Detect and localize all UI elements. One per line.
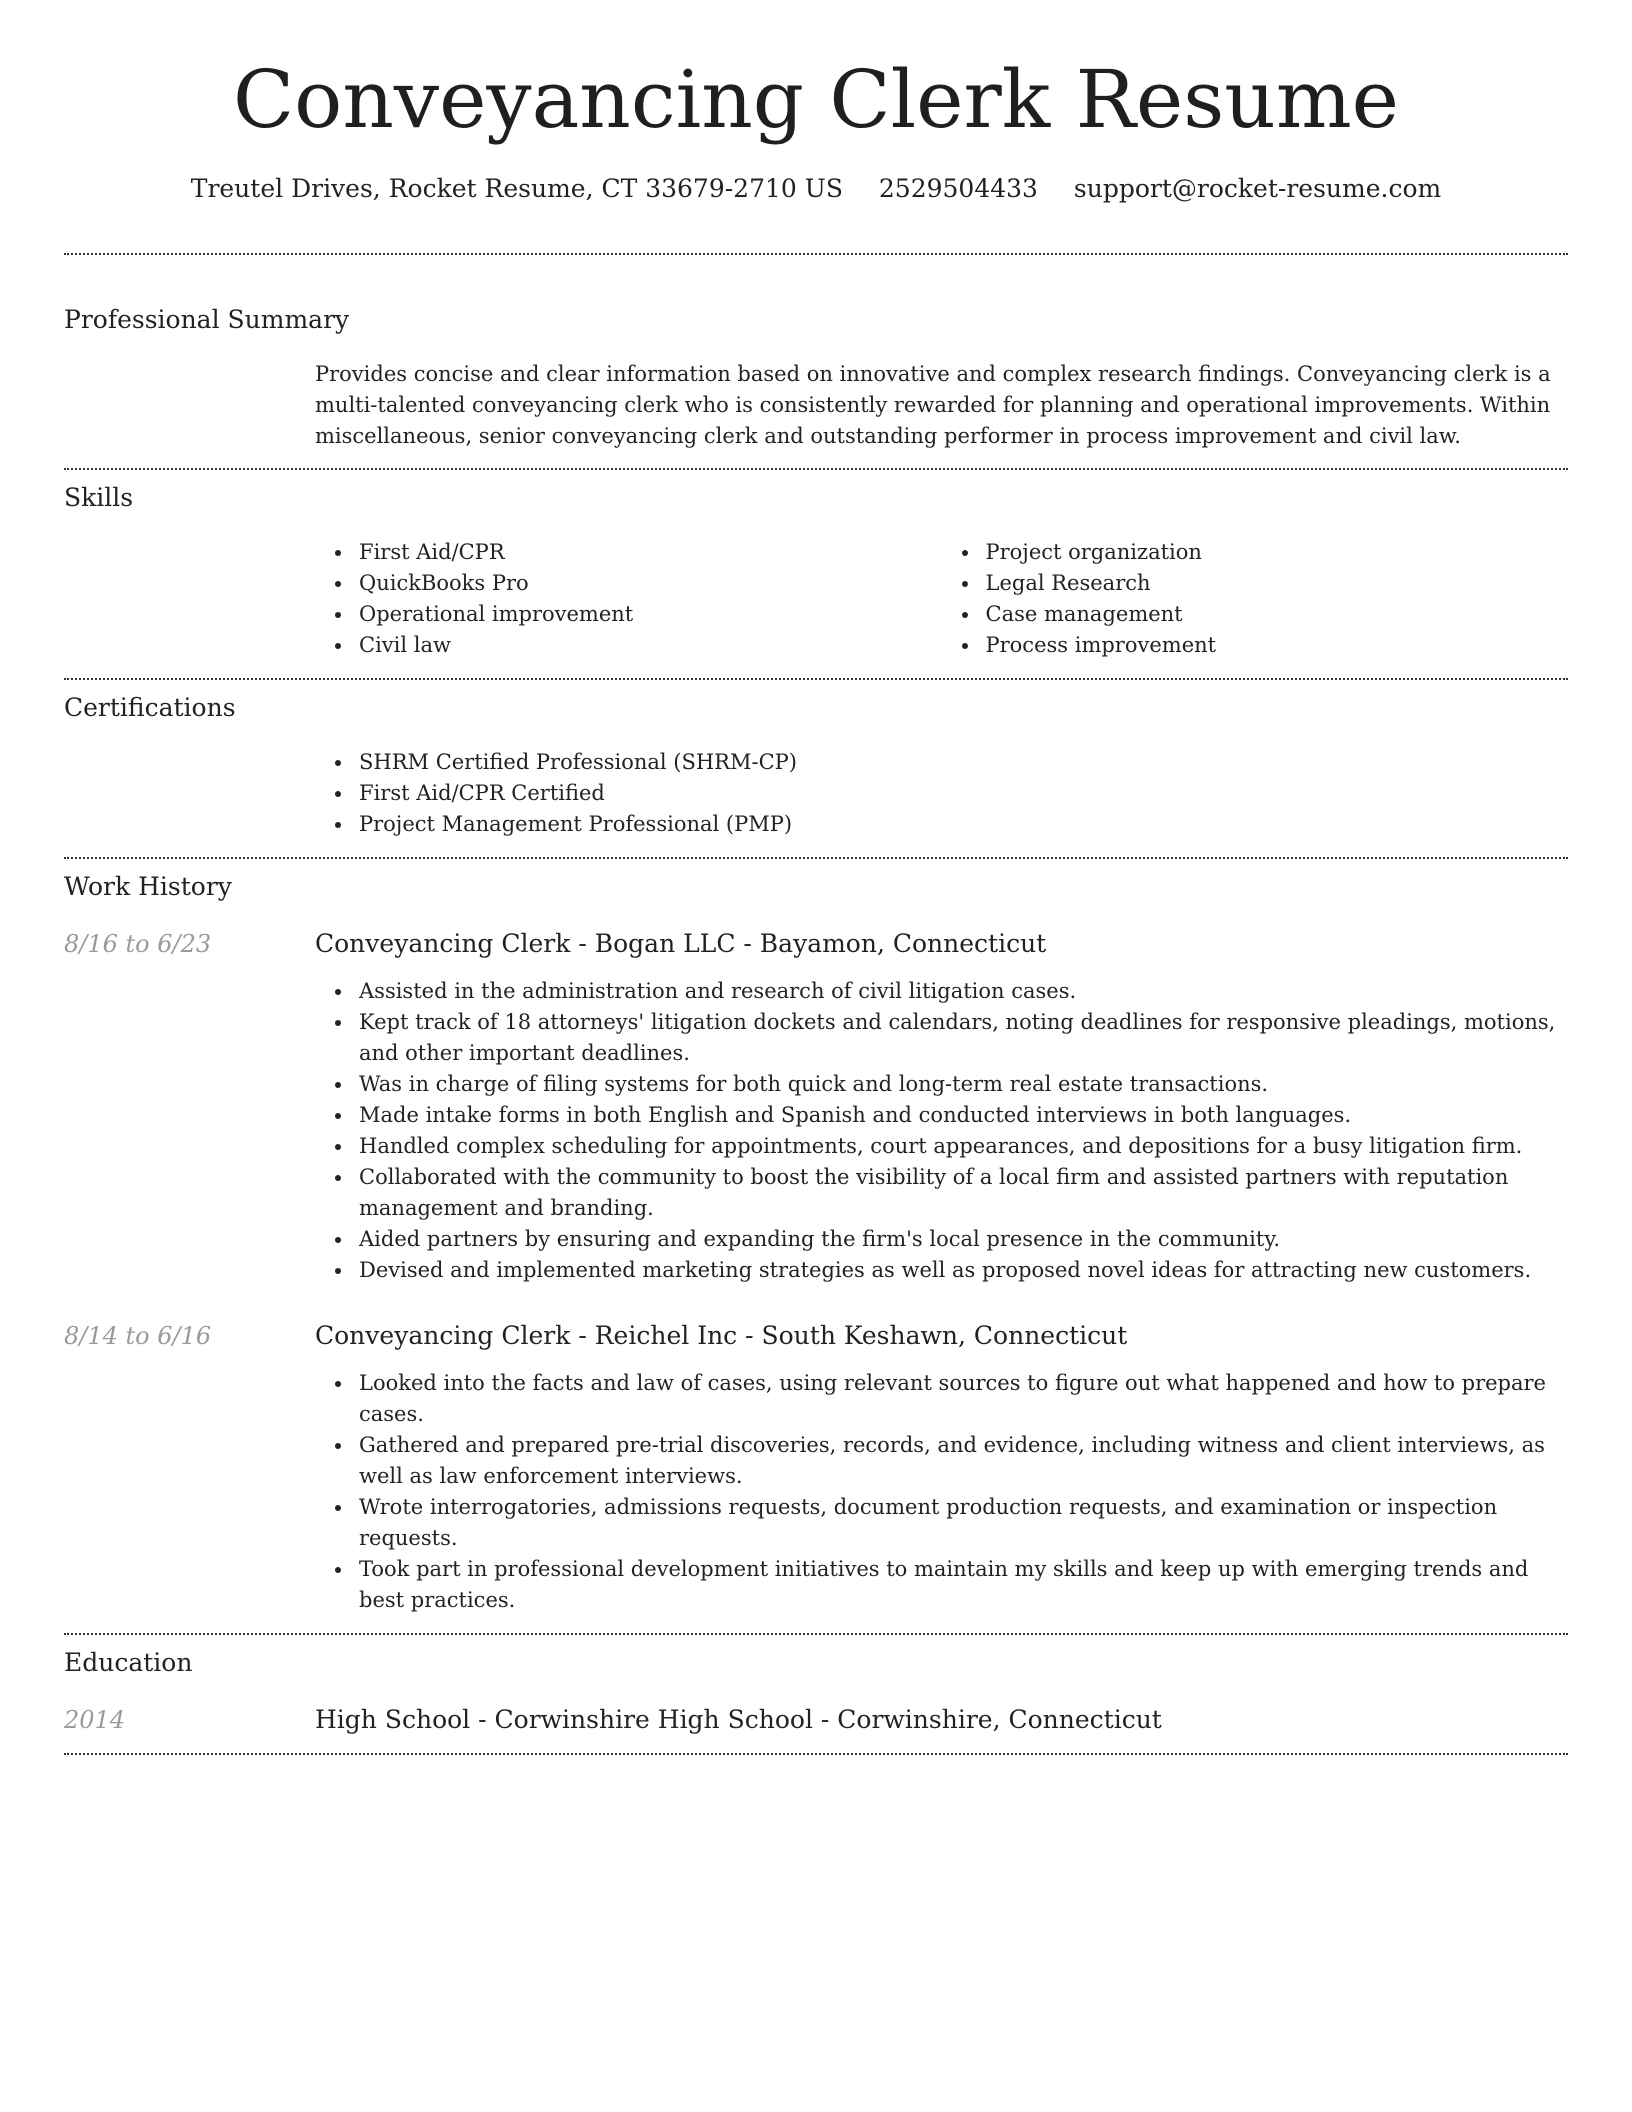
skill-item: Operational improvement bbox=[359, 599, 942, 630]
certifications-section bbox=[64, 680, 1568, 840]
resume-title: Conveyancing Clerk Resume bbox=[232, 53, 1400, 146]
certification-item: Project Management Professional (PMP) bbox=[359, 809, 1568, 840]
work-history-heading: Work History bbox=[64, 872, 232, 901]
job-bullet: Made intake forms in both English and Spanish and conducted interviews in both languages. bbox=[359, 1100, 1568, 1131]
section-divider bbox=[64, 1753, 1568, 1755]
skills-section bbox=[64, 470, 1568, 661]
certification-item: SHRM Certified Professional (SHRM-CP) bbox=[359, 747, 1568, 778]
education-heading: Education bbox=[64, 1648, 193, 1677]
contact-address: Treutel Drives, Rocket Resume, CT 33679-2710 US bbox=[190, 174, 843, 203]
contact-phone: 2529504433 bbox=[878, 174, 1038, 203]
resume-page bbox=[64, 0, 1568, 1755]
skills-list bbox=[315, 537, 1568, 661]
skills-column-left bbox=[315, 537, 942, 661]
job-title: Conveyancing Clerk - Reichel Inc - South Keshawn, Connecticut bbox=[315, 1321, 1128, 1350]
job-bullets bbox=[315, 976, 1568, 1286]
job-bullet: Took part in professional development initiatives to maintain my skills and keep up with emerging trends and best practices. bbox=[359, 1554, 1568, 1616]
skill-item: Civil law bbox=[359, 630, 942, 661]
summary-heading: Professional Summary bbox=[64, 305, 350, 334]
job-title: Conveyancing Clerk - Bogan LLC - Bayamon, Connecticut bbox=[315, 929, 1047, 958]
job-bullet: Looked into the facts and law of cases, using relevant sources to figure out what happened and how to prepare cases. bbox=[359, 1368, 1568, 1430]
job-bullet: Wrote interrogatories, admissions requests, document production requests, and examination or inspection requests. bbox=[359, 1492, 1568, 1554]
job-bullet: Assisted in the administration and research of civil litigation cases. bbox=[359, 976, 1568, 1007]
job-bullet: Devised and implemented marketing strategies as well as proposed novel ideas for attracting new customers. bbox=[359, 1255, 1568, 1286]
skill-item: First Aid/CPR bbox=[359, 537, 942, 568]
work-history-section bbox=[64, 859, 1568, 1616]
summary-text: Provides concise and clear information based on innovative and complex research findings. Conveyancing clerk is a multi-talented conveyancing clerk who is consistently rewarded for planning and operational improvements. Within miscellaneous, senior conveyancing clerk and outstanding performer in process improvement and civil law. bbox=[315, 362, 1551, 448]
skill-item: Case management bbox=[986, 599, 1569, 630]
job-bullet: Was in charge of filing systems for both quick and long-term real estate transactions. bbox=[359, 1069, 1568, 1100]
skills-heading: Skills bbox=[64, 483, 134, 512]
skill-item: Legal Research bbox=[986, 568, 1569, 599]
job-dates: 8/16 to 6/23 bbox=[64, 930, 212, 958]
skill-item: Process improvement bbox=[986, 630, 1569, 661]
education-entry bbox=[64, 1704, 1568, 1736]
job-entry bbox=[64, 928, 1568, 1286]
job-entry bbox=[64, 1320, 1568, 1616]
contact-email: support@rocket-resume.com bbox=[1073, 174, 1442, 203]
education-year: 2014 bbox=[64, 1706, 126, 1734]
skill-item: QuickBooks Pro bbox=[359, 568, 942, 599]
education-section bbox=[64, 1635, 1568, 1736]
certification-item: First Aid/CPR Certified bbox=[359, 778, 1568, 809]
job-bullet: Kept track of 18 attorneys' litigation dockets and calendars, noting deadlines for responsive pleadings, motions, and other important deadlines. bbox=[359, 1007, 1568, 1069]
job-bullets bbox=[315, 1368, 1568, 1616]
summary-section bbox=[64, 255, 1568, 452]
certifications-list bbox=[315, 747, 1568, 840]
education-title: High School - Corwinshire High School - Corwinshire, Connecticut bbox=[315, 1705, 1162, 1734]
skills-column-right bbox=[942, 537, 1569, 661]
skill-item: Project organization bbox=[986, 537, 1569, 568]
job-dates: 8/14 to 6/16 bbox=[64, 1322, 212, 1350]
job-bullet: Gathered and prepared pre-trial discoveries, records, and evidence, including witness and client interviews, as well as law enforcement interviews. bbox=[359, 1430, 1568, 1492]
contact-line bbox=[64, 172, 1568, 206]
job-bullet: Handled complex scheduling for appointments, court appearances, and depositions for a busy litigation firm. bbox=[359, 1131, 1568, 1162]
certifications-heading: Certifications bbox=[64, 693, 236, 722]
job-bullet: Aided partners by ensuring and expanding the firm's local presence in the community. bbox=[359, 1224, 1568, 1255]
job-bullet: Collaborated with the community to boost the visibility of a local firm and assisted partners with reputation management and branding. bbox=[359, 1162, 1568, 1224]
